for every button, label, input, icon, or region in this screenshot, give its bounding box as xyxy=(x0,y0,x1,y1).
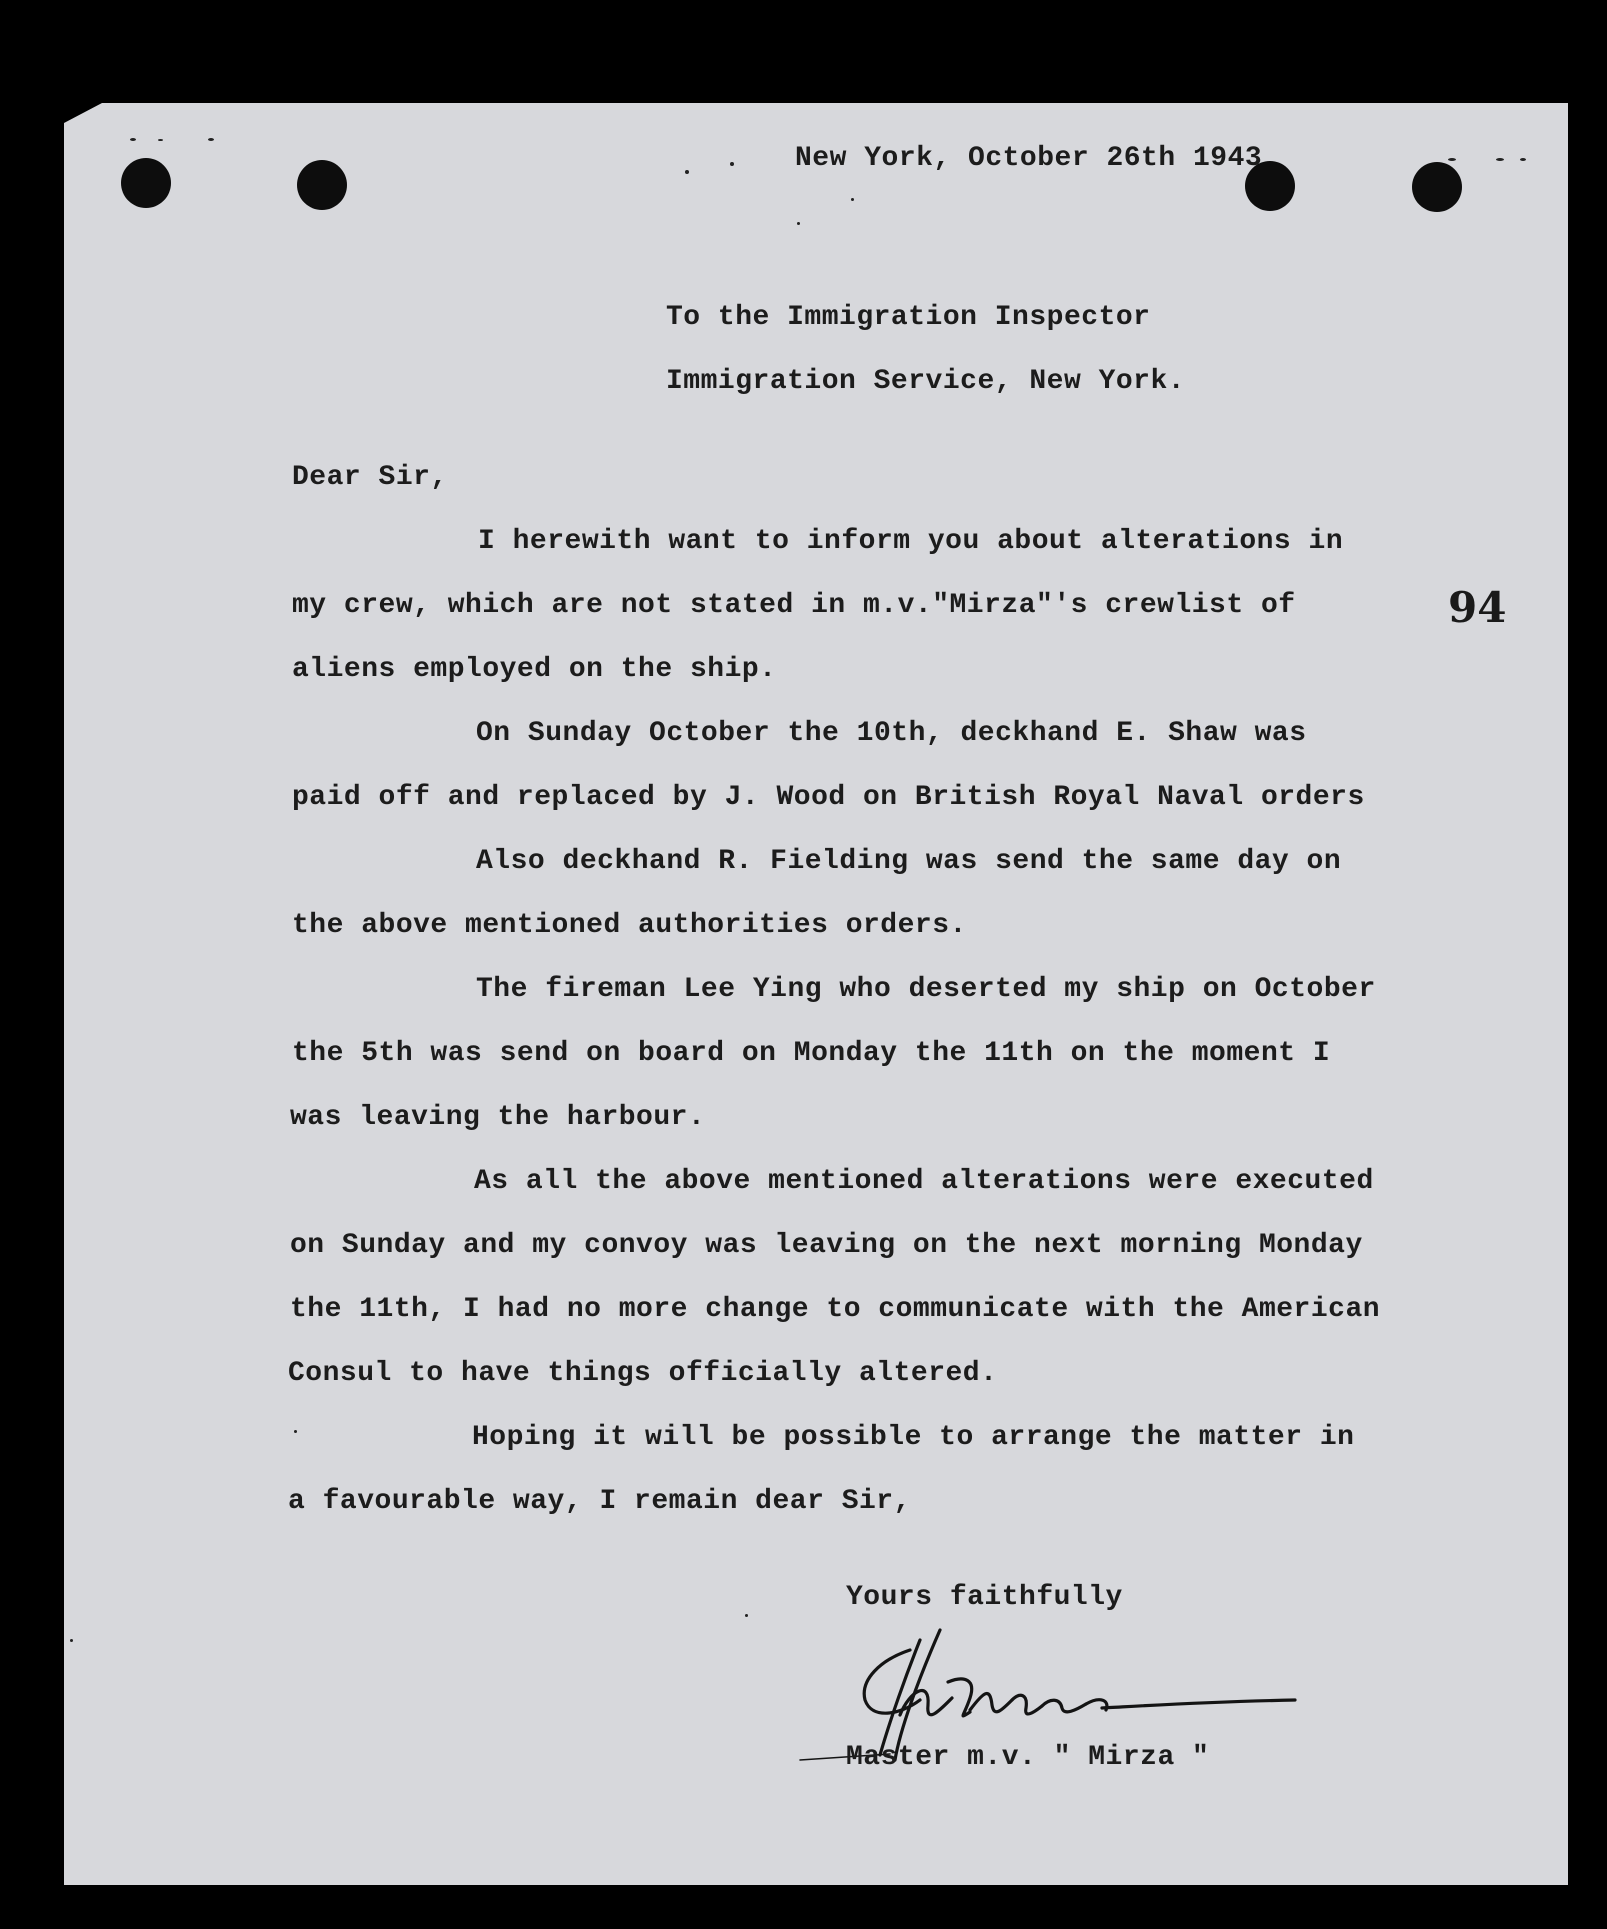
body-line: on Sunday and my convoy was leaving on the next morning Monday xyxy=(290,1230,1363,1261)
paper-speck xyxy=(1520,158,1526,161)
punch-hole-1 xyxy=(121,158,171,208)
body-line: The fireman Lee Ying who deserted my ship on October xyxy=(476,974,1376,1005)
punch-hole-2 xyxy=(297,160,347,210)
paper-speck xyxy=(70,1639,73,1642)
paper-speck xyxy=(1448,158,1456,161)
body-line: Consul to have things officially altered. xyxy=(288,1358,998,1389)
body-line: paid off and replaced by J. Wood on British Royal Naval orders xyxy=(292,782,1365,813)
body-line: was leaving the harbour. xyxy=(290,1102,706,1133)
paper-speck xyxy=(685,170,689,174)
paper-speck xyxy=(130,138,136,141)
recipient-line-1: To the Immigration Inspector xyxy=(666,302,1151,333)
punch-hole-4 xyxy=(1412,162,1462,212)
recipient-line-2: Immigration Service, New York. xyxy=(666,366,1186,397)
body-line: I herewith want to inform you about alterations in xyxy=(478,526,1344,557)
paper-speck xyxy=(851,198,854,201)
body-line: the above mentioned authorities orders. xyxy=(292,910,967,941)
body-line: the 11th, I had no more change to communicate with the American xyxy=(290,1294,1381,1325)
body-line: Also deckhand R. Fielding was send the same day on xyxy=(476,846,1342,877)
paper-speck xyxy=(294,1430,297,1433)
paper-speck xyxy=(730,162,734,166)
body-line: aliens employed on the ship. xyxy=(292,654,777,685)
closing: Yours faithfully xyxy=(846,1582,1123,1613)
paper-speck xyxy=(208,138,214,141)
body-line: my crew, which are not stated in m.v."Mirza"'s crewlist of xyxy=(292,590,1296,621)
page-number: 94 xyxy=(1448,583,1507,632)
paper-speck xyxy=(745,1614,748,1617)
paper-speck xyxy=(1496,158,1504,161)
body-line: a favourable way, I remain dear Sir, xyxy=(288,1486,911,1517)
body-line: the 5th was send on board on Monday the 11th on the moment I xyxy=(292,1038,1331,1069)
body-line: On Sunday October the 10th, deckhand E. Shaw was xyxy=(476,718,1307,749)
paper-speck xyxy=(158,139,163,141)
body-line: As all the above mentioned alterations were executed xyxy=(474,1166,1374,1197)
paper-speck xyxy=(797,222,800,225)
signature-title: Master m.v. " Mirza " xyxy=(846,1742,1210,1773)
salutation: Dear Sir, xyxy=(292,462,448,493)
dateline: New York, October 26th 1943 xyxy=(795,143,1263,174)
body-line: Hoping it will be possible to arrange the matter in xyxy=(472,1422,1355,1453)
